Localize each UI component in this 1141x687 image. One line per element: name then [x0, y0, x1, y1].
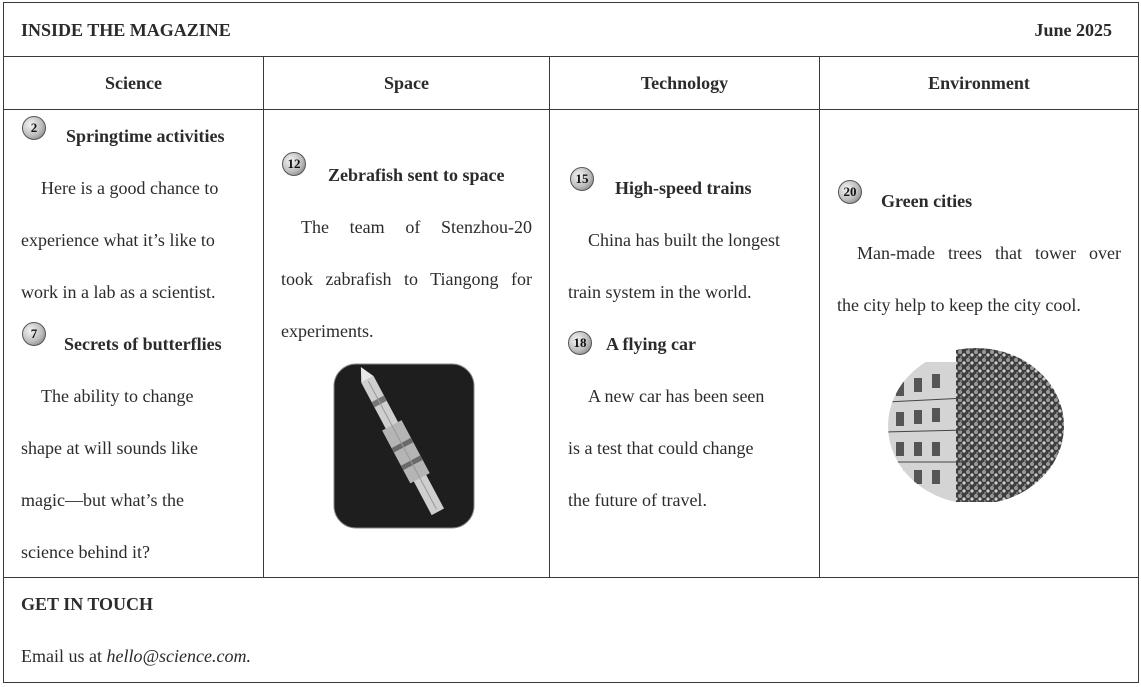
article-text-line: China has built the longest — [588, 230, 780, 250]
page-number-badge: 20 — [838, 180, 862, 204]
article-title-trains: High-speed trains — [615, 178, 752, 198]
article-title-springtime: Springtime activities — [66, 126, 225, 146]
footer-cell — [4, 578, 1139, 683]
space-column — [264, 110, 550, 578]
article-text-line: science behind it? — [21, 542, 150, 562]
article-text-line: experiments. — [281, 321, 374, 341]
issue-date: June 2025 — [1034, 20, 1112, 40]
article-text-line: A new car has been seen — [588, 386, 765, 406]
contents-table — [3, 2, 1139, 683]
category-science: Science — [4, 57, 264, 110]
article-text-line: is a test that could change — [568, 438, 754, 458]
article-text-line: the city help to keep the city cool. — [837, 295, 1081, 315]
category-environment: Environment — [820, 57, 1139, 110]
category-technology: Technology — [550, 57, 820, 110]
article-text-line: Here is a good chance to — [41, 178, 219, 198]
header-cell — [4, 3, 1139, 57]
article-text-line: The team of Stenzhou-20 — [301, 217, 532, 237]
science-column — [4, 110, 264, 578]
green-building-image — [886, 342, 1066, 502]
page-number-badge: 2 — [22, 116, 46, 140]
article-title-zebrafish: Zebrafish sent to space — [328, 165, 505, 185]
article-text-line: magic—but what’s the — [21, 490, 184, 510]
technology-column — [550, 110, 820, 578]
contact-prefix: Email us at — [21, 646, 107, 666]
environment-column — [820, 110, 1139, 578]
rocket-launch-image — [332, 362, 476, 530]
article-text-line: the future of travel. — [568, 490, 707, 510]
article-text-line: train system in the world. — [568, 282, 752, 302]
category-space: Space — [264, 57, 550, 110]
magazine-title: INSIDE THE MAGAZINE — [21, 20, 231, 40]
article-title-flying-car: A flying car — [606, 334, 696, 354]
article-text-line: work in a lab as a scientist. — [21, 282, 216, 302]
article-text-line: The ability to change — [41, 386, 194, 406]
article-text-line: took zabrafish to Tiangong for — [281, 269, 532, 289]
contact-heading: GET IN TOUCH — [21, 594, 154, 614]
page-number-badge: 15 — [570, 167, 594, 191]
article-text-line: shape at will sounds like — [21, 438, 198, 458]
article-title-green-cities: Green cities — [881, 191, 973, 211]
article-text-line: experience what it’s like to — [21, 230, 215, 250]
page-number-badge: 18 — [568, 331, 592, 355]
contact-line — [21, 646, 251, 667]
article-title-butterflies: Secrets of butterflies — [64, 334, 222, 354]
page-number-badge: 12 — [282, 152, 306, 176]
page-number-badge: 7 — [22, 322, 46, 346]
contact-email[interactable]: hello@science.com. — [106, 646, 251, 666]
article-text-line: Man-made trees that tower over — [857, 243, 1121, 263]
